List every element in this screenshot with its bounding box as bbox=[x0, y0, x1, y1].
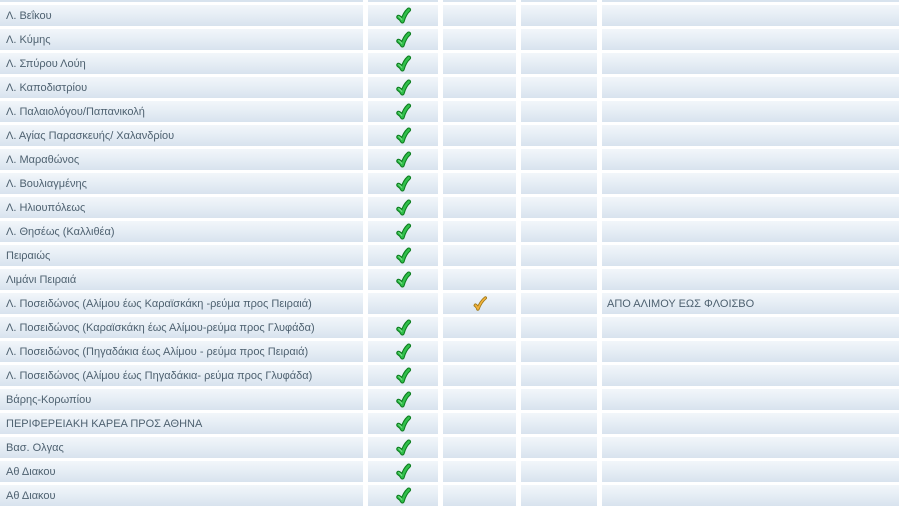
pending-check-cell[interactable] bbox=[443, 485, 516, 506]
note-cell bbox=[602, 197, 899, 218]
approved-check-cell[interactable] bbox=[368, 365, 438, 386]
approved-check-cell[interactable] bbox=[368, 53, 438, 74]
green-checkmark-icon bbox=[395, 55, 412, 73]
clipped-row-cell bbox=[602, 0, 899, 2]
empty-cell bbox=[521, 317, 597, 338]
pending-check-cell[interactable] bbox=[443, 269, 516, 290]
note-cell bbox=[602, 341, 899, 362]
note-cell bbox=[602, 53, 899, 74]
note-cell bbox=[602, 485, 899, 506]
green-checkmark-icon bbox=[395, 151, 412, 169]
note-cell bbox=[602, 365, 899, 386]
green-checkmark-icon bbox=[395, 487, 412, 505]
empty-cell bbox=[521, 389, 597, 410]
street-name-cell[interactable]: Λ. Ποσειδώνος (Αλίμου έως Καραϊσκάκη -ρεύμα προς Πειραιά) bbox=[0, 293, 363, 314]
pending-check-cell[interactable] bbox=[443, 149, 516, 170]
empty-cell bbox=[521, 413, 597, 434]
green-checkmark-icon bbox=[395, 79, 412, 97]
green-checkmark-icon bbox=[395, 439, 412, 457]
empty-cell bbox=[521, 197, 597, 218]
green-checkmark-icon bbox=[395, 175, 412, 193]
empty-cell bbox=[521, 149, 597, 170]
empty-cell bbox=[521, 29, 597, 50]
empty-cell bbox=[521, 461, 597, 482]
street-name-cell[interactable]: Λ. Ποσειδώνος (Καραϊσκάκη έως Αλίμου-ρεύμα προς Γλυφάδα) bbox=[0, 317, 363, 338]
empty-cell bbox=[521, 437, 597, 458]
street-name-cell[interactable]: Λ. Βεΐκου bbox=[0, 5, 363, 26]
street-name-cell[interactable]: Αθ Διακου bbox=[0, 485, 363, 506]
note-cell bbox=[602, 461, 899, 482]
street-name-cell[interactable]: Λ. Κύμης bbox=[0, 29, 363, 50]
note-cell bbox=[602, 389, 899, 410]
street-name-cell[interactable]: Λ. Ποσειδώνος (Πηγαδάκια έως Αλίμου - ρεύμα προς Πειραιά) bbox=[0, 341, 363, 362]
green-checkmark-icon bbox=[395, 127, 412, 145]
clipped-row-cell bbox=[521, 0, 597, 2]
empty-cell bbox=[521, 53, 597, 74]
street-name-cell[interactable]: Λ. Σπύρου Λούη bbox=[0, 53, 363, 74]
approved-check-cell[interactable] bbox=[368, 29, 438, 50]
note-cell: ΑΠΟ ΑΛΙΜΟΥ ΕΩΣ ΦΛΟΙΣΒΟ bbox=[602, 293, 899, 314]
pending-check-cell[interactable] bbox=[443, 29, 516, 50]
empty-cell bbox=[521, 77, 597, 98]
note-cell bbox=[602, 173, 899, 194]
pending-check-cell[interactable] bbox=[443, 437, 516, 458]
note-cell bbox=[602, 149, 899, 170]
pending-check-cell[interactable] bbox=[443, 221, 516, 242]
approved-check-cell[interactable] bbox=[368, 245, 438, 266]
approved-check-cell[interactable] bbox=[368, 485, 438, 506]
pending-check-cell[interactable] bbox=[443, 317, 516, 338]
clipped-row-cell bbox=[0, 0, 363, 2]
orange-checkmark-icon bbox=[471, 295, 488, 313]
empty-cell bbox=[521, 221, 597, 242]
street-name-cell[interactable]: Λιμάνι Πειραιά bbox=[0, 269, 363, 290]
note-cell bbox=[602, 125, 899, 146]
pending-check-cell[interactable] bbox=[443, 293, 516, 314]
pending-check-cell[interactable] bbox=[443, 461, 516, 482]
note-cell bbox=[602, 413, 899, 434]
approved-check-cell[interactable] bbox=[368, 77, 438, 98]
note-cell bbox=[602, 77, 899, 98]
pending-check-cell[interactable] bbox=[443, 125, 516, 146]
pending-check-cell[interactable] bbox=[443, 197, 516, 218]
street-name-cell[interactable]: Λ. Παλαιολόγου/Παπανικολή bbox=[0, 101, 363, 122]
pending-check-cell[interactable] bbox=[443, 77, 516, 98]
street-name-cell[interactable]: Αθ Διακου bbox=[0, 461, 363, 482]
street-name-cell[interactable]: Λ. Θησέως (Καλλιθέα) bbox=[0, 221, 363, 242]
pending-check-cell[interactable] bbox=[443, 245, 516, 266]
green-checkmark-icon bbox=[395, 7, 412, 25]
approved-check-cell[interactable] bbox=[368, 5, 438, 26]
street-name-cell[interactable]: Λ. Ποσειδώνος (Αλίμου έως Πηγαδάκια- ρεύμα προς Γλυφάδα) bbox=[0, 365, 363, 386]
clipped-row-cell bbox=[443, 0, 516, 2]
green-checkmark-icon bbox=[395, 367, 412, 385]
note-cell bbox=[602, 101, 899, 122]
pending-check-cell[interactable] bbox=[443, 53, 516, 74]
approved-check-cell[interactable] bbox=[368, 101, 438, 122]
pending-check-cell[interactable] bbox=[443, 101, 516, 122]
approved-check-cell[interactable] bbox=[368, 173, 438, 194]
green-checkmark-icon bbox=[395, 319, 412, 337]
street-name-cell[interactable]: Βασ. Ολγας bbox=[0, 437, 363, 458]
empty-cell bbox=[521, 5, 597, 26]
street-name-cell[interactable]: Λ. Μαραθώνος bbox=[0, 149, 363, 170]
street-name-cell[interactable]: Λ. Καποδιστρίου bbox=[0, 77, 363, 98]
approved-check-cell[interactable] bbox=[368, 341, 438, 362]
note-cell bbox=[602, 29, 899, 50]
green-checkmark-icon bbox=[395, 271, 412, 289]
approved-check-cell[interactable] bbox=[368, 125, 438, 146]
empty-cell bbox=[521, 485, 597, 506]
note-cell bbox=[602, 269, 899, 290]
empty-cell bbox=[521, 173, 597, 194]
note-cell bbox=[602, 317, 899, 338]
green-checkmark-icon bbox=[395, 199, 412, 217]
street-name-cell[interactable]: Λ. Βουλιαγμένης bbox=[0, 173, 363, 194]
empty-cell bbox=[521, 269, 597, 290]
note-cell bbox=[602, 437, 899, 458]
pending-check-cell[interactable] bbox=[443, 389, 516, 410]
pending-check-cell[interactable] bbox=[443, 413, 516, 434]
note-cell bbox=[602, 245, 899, 266]
approved-check-cell[interactable] bbox=[368, 269, 438, 290]
pending-check-cell[interactable] bbox=[443, 365, 516, 386]
empty-cell bbox=[521, 365, 597, 386]
approved-check-cell[interactable] bbox=[368, 413, 438, 434]
empty-cell bbox=[521, 125, 597, 146]
pending-check-cell[interactable] bbox=[443, 173, 516, 194]
approved-check-cell[interactable] bbox=[368, 437, 438, 458]
approved-check-cell[interactable] bbox=[368, 389, 438, 410]
approved-check-cell[interactable] bbox=[368, 293, 438, 314]
street-name-cell[interactable]: Λ. Αγίας Παρασκευής/ Χαλανδρίου bbox=[0, 125, 363, 146]
approved-check-cell[interactable] bbox=[368, 149, 438, 170]
pending-check-cell[interactable] bbox=[443, 5, 516, 26]
approved-check-cell[interactable] bbox=[368, 461, 438, 482]
approved-check-cell[interactable] bbox=[368, 221, 438, 242]
street-name-cell[interactable]: Πειραιώς bbox=[0, 245, 363, 266]
green-checkmark-icon bbox=[395, 31, 412, 49]
empty-cell bbox=[521, 341, 597, 362]
approved-check-cell[interactable] bbox=[368, 317, 438, 338]
green-checkmark-icon bbox=[395, 391, 412, 409]
street-name-cell[interactable]: Λ. Ηλιουπόλεως bbox=[0, 197, 363, 218]
green-checkmark-icon bbox=[395, 343, 412, 361]
street-name-cell[interactable]: ΠΕΡΙΦΕΡΕΙΑΚΗ ΚΑΡΕΑ ΠΡΟΣ ΑΘΗΝΑ bbox=[0, 413, 363, 434]
green-checkmark-icon bbox=[395, 103, 412, 121]
note-cell bbox=[602, 5, 899, 26]
green-checkmark-icon bbox=[395, 247, 412, 265]
clipped-row-cell bbox=[368, 0, 438, 2]
pending-check-cell[interactable] bbox=[443, 341, 516, 362]
green-checkmark-icon bbox=[395, 463, 412, 481]
approved-check-cell[interactable] bbox=[368, 197, 438, 218]
street-name-cell[interactable]: Βάρης-Κορωπίου bbox=[0, 389, 363, 410]
green-checkmark-icon bbox=[395, 223, 412, 241]
note-cell bbox=[602, 221, 899, 242]
empty-cell bbox=[521, 293, 597, 314]
empty-cell bbox=[521, 101, 597, 122]
green-checkmark-icon bbox=[395, 415, 412, 433]
empty-cell bbox=[521, 245, 597, 266]
